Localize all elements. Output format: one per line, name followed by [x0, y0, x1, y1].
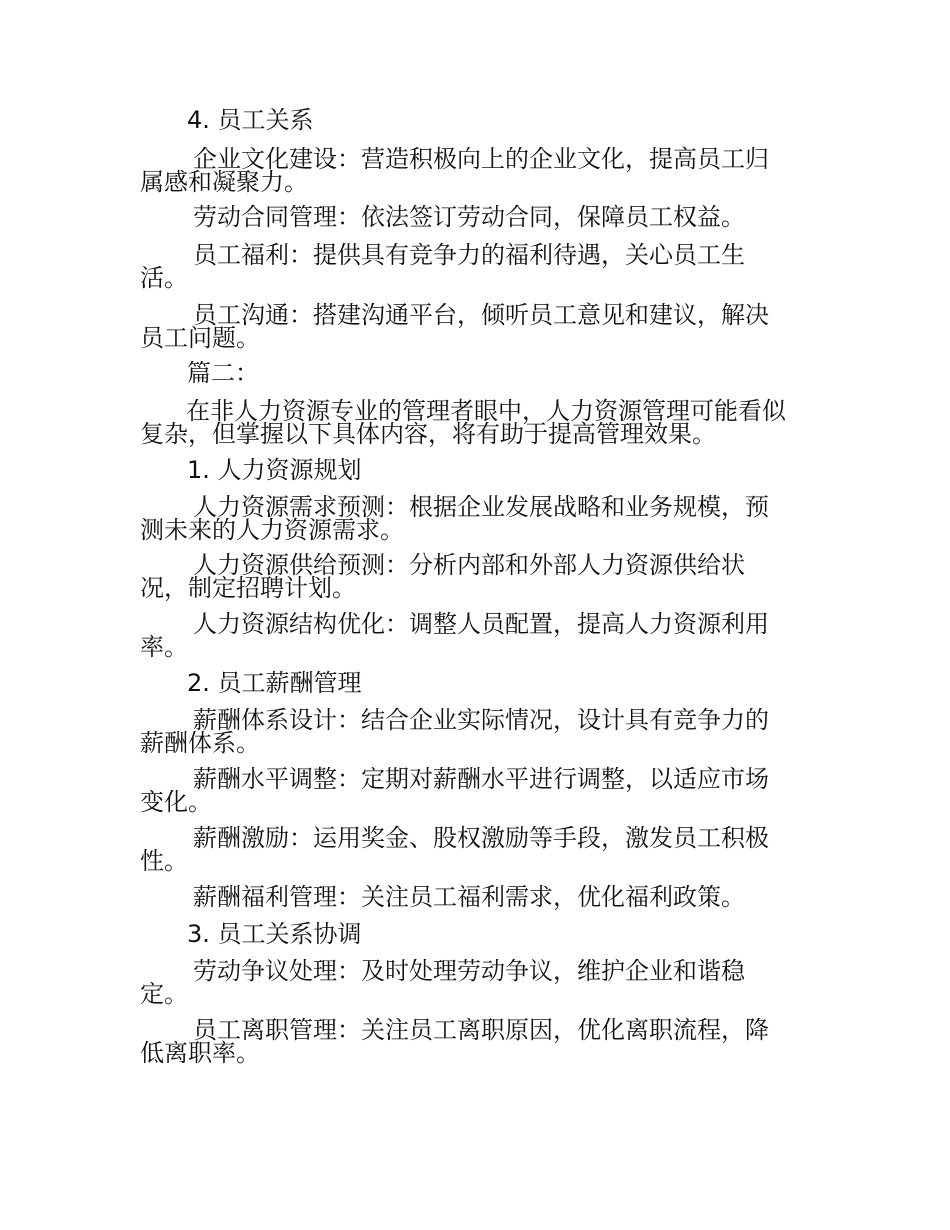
paragraph-line: 薪酬福利管理：关注员工福利需求，优化福利政策。: [193, 883, 745, 911]
paragraph-line: 属感和凝聚力。: [140, 168, 308, 196]
paragraph-line: 薪酬激励：运用奖金、股权激励等手段，激发员工积极: [193, 824, 769, 852]
paragraph-line: 测未来的人力资源需求。: [140, 516, 404, 544]
section-heading: 4. 员工关系: [187, 106, 314, 134]
section-heading: 2. 员工薪酬管理: [187, 669, 362, 697]
paragraph-line: 员工福利：提供具有竞争力的福利待遇，关心员工生: [193, 241, 745, 269]
paragraph-line: 员工问题。: [140, 324, 260, 352]
paragraph-line: 劳动争议处理：及时处理劳动争议，维护企业和谐稳: [193, 957, 745, 985]
part-label: 篇二：: [187, 359, 259, 387]
paragraph-line: 劳动合同管理：依法签订劳动合同，保障员工权益。: [193, 203, 745, 231]
paragraph-line: 薪酬水平调整：定期对薪酬水平进行调整，以适应市场: [193, 765, 769, 793]
paragraph-line: 低离职率。: [140, 1039, 260, 1067]
paragraph-line: 况，制定招聘计划。: [140, 574, 356, 602]
section-heading: 1. 人力资源规划: [187, 456, 362, 484]
paragraph-line: 性。: [140, 847, 188, 875]
paragraph-line: 活。: [140, 264, 188, 292]
paragraph-line: 变化。: [140, 788, 212, 816]
paragraph-line: 薪酬体系。: [140, 729, 260, 757]
paragraph-line: 员工沟通：搭建沟通平台，倾听员工意见和建议，解决: [193, 301, 769, 329]
paragraph-line: 在非人力资源专业的管理者眼中，人力资源管理可能看似: [186, 397, 786, 425]
paragraph-line: 员工离职管理：关注员工离职原因，优化离职流程，降: [193, 1016, 769, 1044]
paragraph-line: 复杂，但掌握以下具体内容，将有助于提高管理效果。: [140, 420, 716, 448]
section-heading: 3. 员工关系协调: [187, 920, 362, 948]
paragraph-line: 人力资源需求预测：根据企业发展战略和业务规模，预: [193, 493, 769, 521]
paragraph-line: 薪酬体系设计：结合企业实际情况，设计具有竞争力的: [193, 706, 769, 734]
paragraph-line: 定。: [140, 980, 188, 1008]
paragraph-line: 人力资源供给预测：分析内部和外部人力资源供给状: [193, 551, 745, 579]
paragraph-line: 率。: [140, 633, 188, 661]
paragraph-line: 企业文化建设：营造积极向上的企业文化，提高员工归: [193, 145, 769, 173]
paragraph-line: 人力资源结构优化：调整人员配置，提高人力资源利用: [193, 610, 769, 638]
